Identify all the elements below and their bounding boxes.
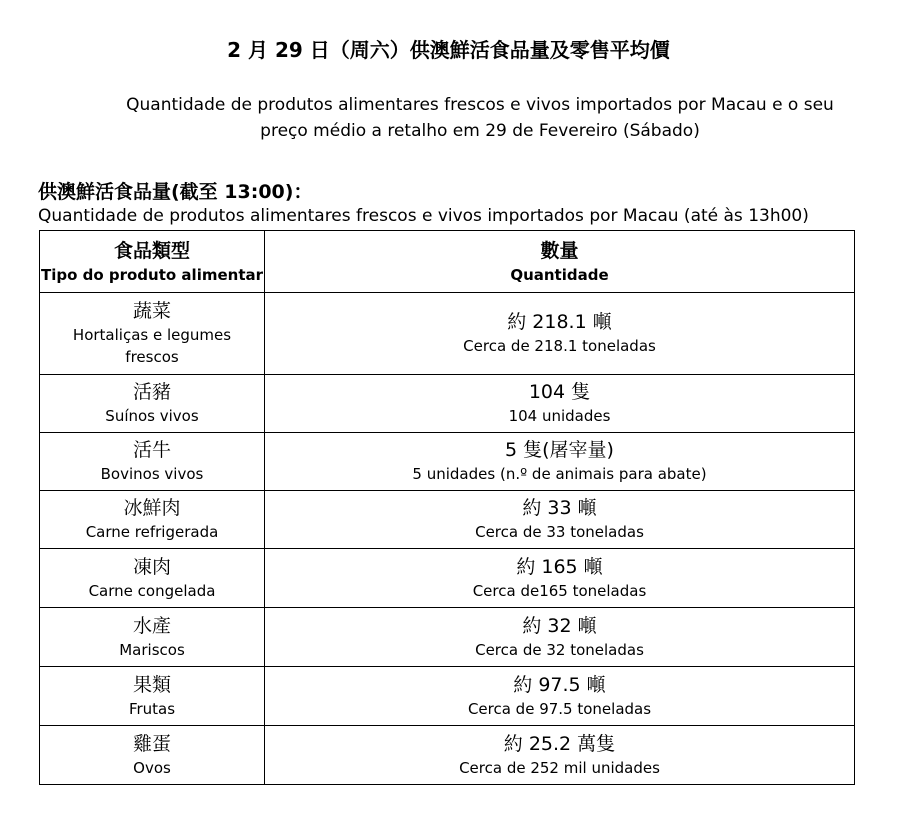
category-cell — [40, 726, 265, 785]
column-header-category — [40, 231, 265, 293]
category-zh: 水產 — [132, 614, 171, 637]
table-header-row — [40, 231, 855, 293]
quantity-cell — [265, 491, 855, 549]
category-zh: 冰鮮肉 — [123, 497, 181, 519]
page-title: 2 月 29 日（周六）供澳鮮活食品量及零售平均價 — [227, 38, 670, 62]
category-pt: Frutas — [128, 699, 176, 718]
category-pt: Carne refrigerada — [85, 523, 219, 541]
quantity-zh: 約 218.1 噸 — [507, 311, 612, 333]
category-zh: 凍肉 — [132, 555, 171, 578]
quantity-pt: Cerca de 32 toneladas — [475, 640, 644, 659]
column-header-pt: Quantidade — [510, 265, 609, 284]
quantity-cell — [265, 726, 855, 785]
category-pt: Hortaliças e legumes frescos — [72, 326, 232, 366]
quantity-cell — [265, 667, 855, 726]
column-header-zh: 數量 — [540, 239, 579, 262]
category-cell — [40, 491, 265, 549]
category-pt: Bovinos vivos — [100, 465, 204, 483]
quantity-cell — [265, 433, 855, 491]
category-cell — [40, 293, 265, 375]
quantity-zh: 約 165 噸 — [516, 555, 603, 578]
category-pt: Ovos — [133, 758, 171, 777]
table-row — [40, 293, 855, 375]
category-zh: 活牛 — [132, 439, 171, 461]
category-pt: Mariscos — [119, 640, 185, 659]
column-header-quantity — [265, 231, 855, 293]
page-subtitle — [60, 92, 897, 144]
section-heading: 供澳鮮活食品量(截至 13:00)： — [38, 181, 313, 203]
category-cell — [40, 375, 265, 433]
category-pt: Suínos vivos — [105, 407, 199, 425]
quantity-pt: Cerca de165 toneladas — [472, 581, 647, 600]
category-cell — [40, 608, 265, 667]
category-zh: 雞蛋 — [132, 732, 171, 755]
quantity-cell — [265, 549, 855, 608]
quantity-pt: 104 unidades — [508, 407, 611, 425]
quantity-pt: Cerca de 218.1 toneladas — [463, 337, 656, 355]
subtitle-line-2: preço médio a retalho em 29 de Fevereiro (Sábado) — [260, 121, 700, 141]
column-header-pt: Tipo do produto alimentar — [40, 265, 264, 284]
category-cell — [40, 549, 265, 608]
category-pt: Carne congelada — [88, 581, 216, 600]
quantity-pt: Cerca de 97.5 toneladas — [467, 699, 652, 718]
quantity-pt: 5 unidades (n.º de animais para abate) — [412, 465, 707, 483]
column-header-zh: 食品類型 — [113, 239, 190, 262]
category-cell — [40, 433, 265, 491]
category-zh: 蔬菜 — [132, 300, 171, 322]
quantity-zh: 約 25.2 萬隻 — [503, 732, 616, 755]
table-row — [40, 375, 855, 433]
quantity-pt: Cerca de 33 toneladas — [475, 523, 644, 541]
table-row — [40, 608, 855, 667]
table-row — [40, 549, 855, 608]
quantity-zh: 約 97.5 噸 — [513, 673, 606, 696]
subtitle-line-1: Quantidade de produtos alimentares frescos e vivos importados por Macau e o seu — [126, 95, 834, 115]
table-row — [40, 726, 855, 785]
table-row — [40, 667, 855, 726]
table-row — [40, 433, 855, 491]
quantity-zh: 5 隻(屠宰量) — [505, 439, 614, 461]
category-cell — [40, 667, 265, 726]
category-zh: 活豬 — [132, 381, 171, 403]
category-zh: 果類 — [132, 673, 171, 696]
table-row — [40, 491, 855, 549]
section-subheading: Quantidade de produtos alimentares frescos e vivos importados por Macau (até às 13h00) — [38, 206, 809, 226]
quantity-zh: 約 33 噸 — [522, 497, 597, 519]
quantity-zh: 約 32 噸 — [522, 614, 597, 637]
food-quantity-table — [39, 230, 855, 785]
quantity-cell — [265, 375, 855, 433]
quantity-zh: 104 隻 — [528, 381, 591, 403]
quantity-pt: Cerca de 252 mil unidades — [459, 758, 660, 777]
quantity-cell — [265, 293, 855, 375]
quantity-cell — [265, 608, 855, 667]
